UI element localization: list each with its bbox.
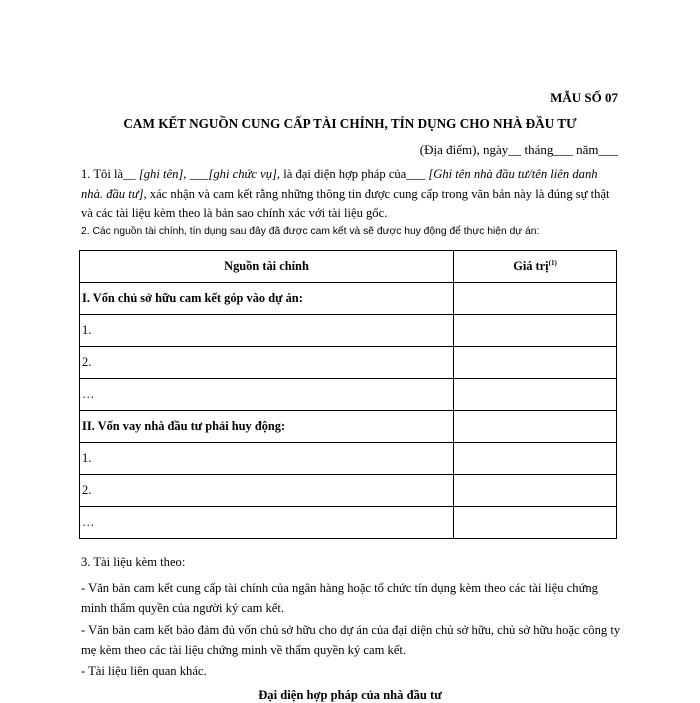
header-value-label: Giá trị bbox=[513, 259, 549, 274]
row-value bbox=[454, 507, 617, 539]
financial-sources-table bbox=[79, 250, 617, 539]
attachment-item: - Văn bản cam kết bảo đảm đủ vốn chủ sở hữu cho dự án của đại diện chủ sở hữu, chủ sở hữu hoặc công ty mẹ kèm theo các tài liệu chứng minh về thẩm quyền ký cam kết. bbox=[81, 623, 621, 657]
row-value bbox=[454, 283, 617, 315]
table-header-row bbox=[80, 251, 617, 283]
investor-name-placeholder: [Ghi tên nhà đầu tư/tên liên danh nhà. đầu tư] bbox=[81, 167, 598, 201]
row-value bbox=[454, 475, 617, 507]
table-row bbox=[80, 507, 617, 539]
row-value bbox=[454, 443, 617, 475]
name-placeholder: [ghi tên] bbox=[138, 167, 184, 181]
position-placeholder: [ghi chức vụ] bbox=[208, 167, 277, 181]
row-value bbox=[454, 379, 617, 411]
table-row bbox=[80, 443, 617, 475]
declaration-text-1: 1. Tôi là__ bbox=[81, 167, 139, 181]
form-number: MẪU SỐ 07 bbox=[550, 90, 618, 105]
table-row bbox=[80, 347, 617, 379]
row-label: 1. bbox=[80, 315, 454, 347]
attachment-item: - Văn bản cam kết cung cấp tài chính của ngân hàng hoặc tổ chức tín dụng kèm theo các tài liệu chứng minh thẩm quyền của người ký cam kết. bbox=[81, 581, 598, 615]
table-row bbox=[80, 475, 617, 507]
attachments-heading: 3. Tài liệu kèm theo: bbox=[81, 555, 186, 569]
header-value bbox=[454, 251, 617, 283]
table-row bbox=[80, 315, 617, 347]
row-label: … bbox=[80, 507, 454, 539]
row-label: 1. bbox=[80, 443, 454, 475]
attachment-item: - Tài liệu liên quan khác. bbox=[81, 664, 207, 678]
declaration-text-3: , là đại diện hợp pháp của___ bbox=[276, 167, 429, 181]
declaration-paragraph bbox=[81, 165, 621, 224]
row-value bbox=[454, 347, 617, 379]
row-label: 2. bbox=[80, 347, 454, 379]
document-title: CAM KẾT NGUỒN CUNG CẤP TÀI CHÍNH, TÍN DỤNG CHO NHÀ ĐẦU TƯ bbox=[123, 116, 577, 131]
table-row bbox=[80, 283, 617, 315]
header-financial-source: Nguồn tài chính bbox=[80, 251, 454, 283]
row-label: 2. bbox=[80, 475, 454, 507]
row-label: … bbox=[80, 379, 454, 411]
row-label: II. Vốn vay nhà đầu tư phải huy động: bbox=[80, 411, 454, 443]
funding-sources-intro: 2. Các nguồn tài chính, tín dụng sau đây đã được cam kết và sẽ được huy động để thực hiện dự án: bbox=[81, 226, 540, 237]
row-value bbox=[454, 315, 617, 347]
row-label: I. Vốn chủ sở hữu cam kết góp vào dự án: bbox=[80, 283, 454, 315]
declaration-text-2: , ___ bbox=[183, 167, 209, 181]
place-date-line: (Địa điểm), ngày__ tháng___ năm___ bbox=[419, 142, 618, 157]
signature-label: Đại diện hợp pháp của nhà đầu tư bbox=[258, 688, 442, 702]
footnote-marker: (1) bbox=[548, 258, 557, 267]
row-value bbox=[454, 411, 617, 443]
table-row bbox=[80, 411, 617, 443]
table-row bbox=[80, 379, 617, 411]
declaration-text-4: , xác nhận và cam kết rằng những thông tin được cung cấp trong văn bản này là đúng sự thật và các tài liệu kèm theo là bản sao chính xác với tài liệu gốc. bbox=[81, 186, 610, 220]
